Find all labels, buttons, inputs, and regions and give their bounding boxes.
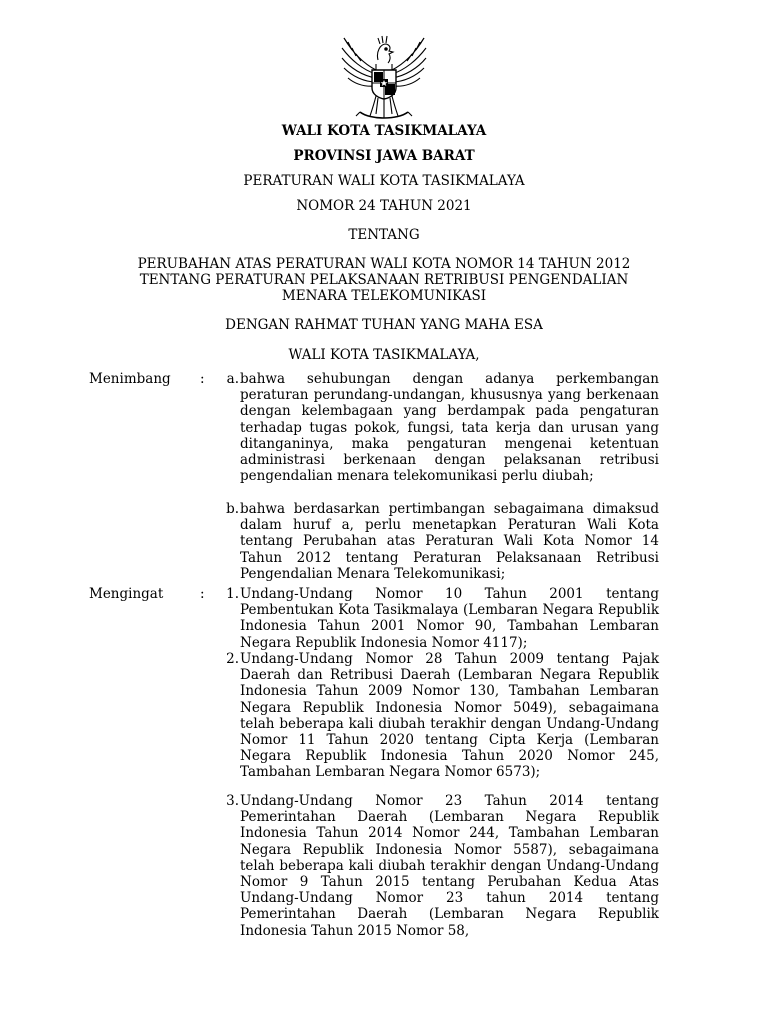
item-text: Undang-Undang Nomor 28 Tahun 2009 tentang Pajak Daerah dan Retribusi Daerah (Lembaran Negara Republik Indonesia Tahun 2009 Nomor 130, Tambahan Lembaran Negara Republik Indonesia Nomor 5049), sebagaimana telah beberapa kali diubah terakhir dengan Undang-Undang Nomor 11 Tahun 2020 tentang Cipta Kerja (Lembaran Negara Republik Indonesia Tahun 2020 Nomor 245, Tambahan Lembaran Negara Nomor 6573);: [240, 651, 659, 781]
addressee-line: WALI KOTA TASIKMALAYA,: [288, 347, 480, 363]
mengingat-section: [89, 586, 659, 946]
item-marker: a.: [226, 371, 239, 387]
regulation-title: [60, 256, 708, 304]
issuer-title: WALI KOTA TASIKMALAYA: [281, 123, 487, 139]
item-marker: b.: [226, 501, 239, 517]
blessing-line: DENGAN RAHMAT TUHAN YANG MAHA ESA: [225, 317, 543, 333]
item-marker: 3.: [226, 793, 239, 809]
garuda-emblem-icon: [336, 30, 432, 124]
about-heading: TENTANG: [348, 227, 420, 243]
regulation-title-line: PERUBAHAN ATAS PERATURAN WALI KOTA NOMOR 14 TAHUN 2012: [137, 256, 631, 272]
item-text: bahwa berdasarkan pertimbangan sebagaimana dimaksud dalam huruf a, perlu menetapkan Peraturan Wali Kota tentang Perubahan atas Peraturan Wali Kota Nomor 14 Tahun 2012 tentang Peraturan Pelaksanaan Retribusi Pengendalian Menara Telekomunikasi;: [240, 501, 659, 582]
regulation-type: PERATURAN WALI KOTA TASIKMALAYA: [243, 173, 525, 189]
item-text: Undang-Undang Nomor 23 Tahun 2014 tentang Pemerintahan Daerah (Lembaran Negara Republik Indonesia Tahun 2014 Nomor 244, Tambahan Lembaran Negara Republik Indonesia Nomor 5587), sebagaimana telah beberapa kali diubah terakhir dengan Undang-Undang Nomor 9 Tahun 2015 tentang Perubahan Kedua Atas Undang-Undang Nomor 23 tahun 2014 tentang Pemerintahan Daerah (Lembaran Negara Republik Indonesia Tahun 2015 Nomor 58,: [240, 793, 659, 939]
menimbang-label: Menimbang: [89, 371, 171, 387]
mengingat-colon: :: [200, 586, 205, 602]
mengingat-label: Mengingat: [89, 586, 164, 602]
menimbang-section: [89, 371, 659, 581]
province-title: PROVINSI JAWA BARAT: [293, 148, 475, 164]
item-marker: 1.: [226, 586, 239, 602]
item-text: Undang-Undang Nomor 10 Tahun 2001 tentang Pembentukan Kota Tasikmalaya (Lembaran Negara Republik Indonesia Tahun 2001 Nomor 90, Tambahan Lembaran Negara Republik Indonesia Nomor 4117);: [240, 586, 659, 651]
regulation-number: NOMOR 24 TAHUN 2021: [296, 198, 472, 214]
item-marker: 2.: [226, 651, 239, 667]
item-text: bahwa sehubungan dengan adanya perkembangan peraturan perundang-undangan, khususnya yang berkenaan dengan kelembagaan yang berdampak pada pengaturan terhadap tugas pokok, fungsi, tata kerja dan urusan yang ditanganinya, maka pengaturan mengenai ketentuan administrasi berkenaan dengan pelaksanan retribusi pengendalian menara telekomunikasi perlu diubah;: [240, 371, 659, 485]
regulation-title-line: TENTANG PERATURAN PELAKSANAAN RETRIBUSI PENGENDALIAN: [139, 272, 629, 288]
menimbang-colon: :: [200, 371, 205, 387]
regulation-title-line: MENARA TELEKOMUNIKASI: [281, 288, 487, 304]
